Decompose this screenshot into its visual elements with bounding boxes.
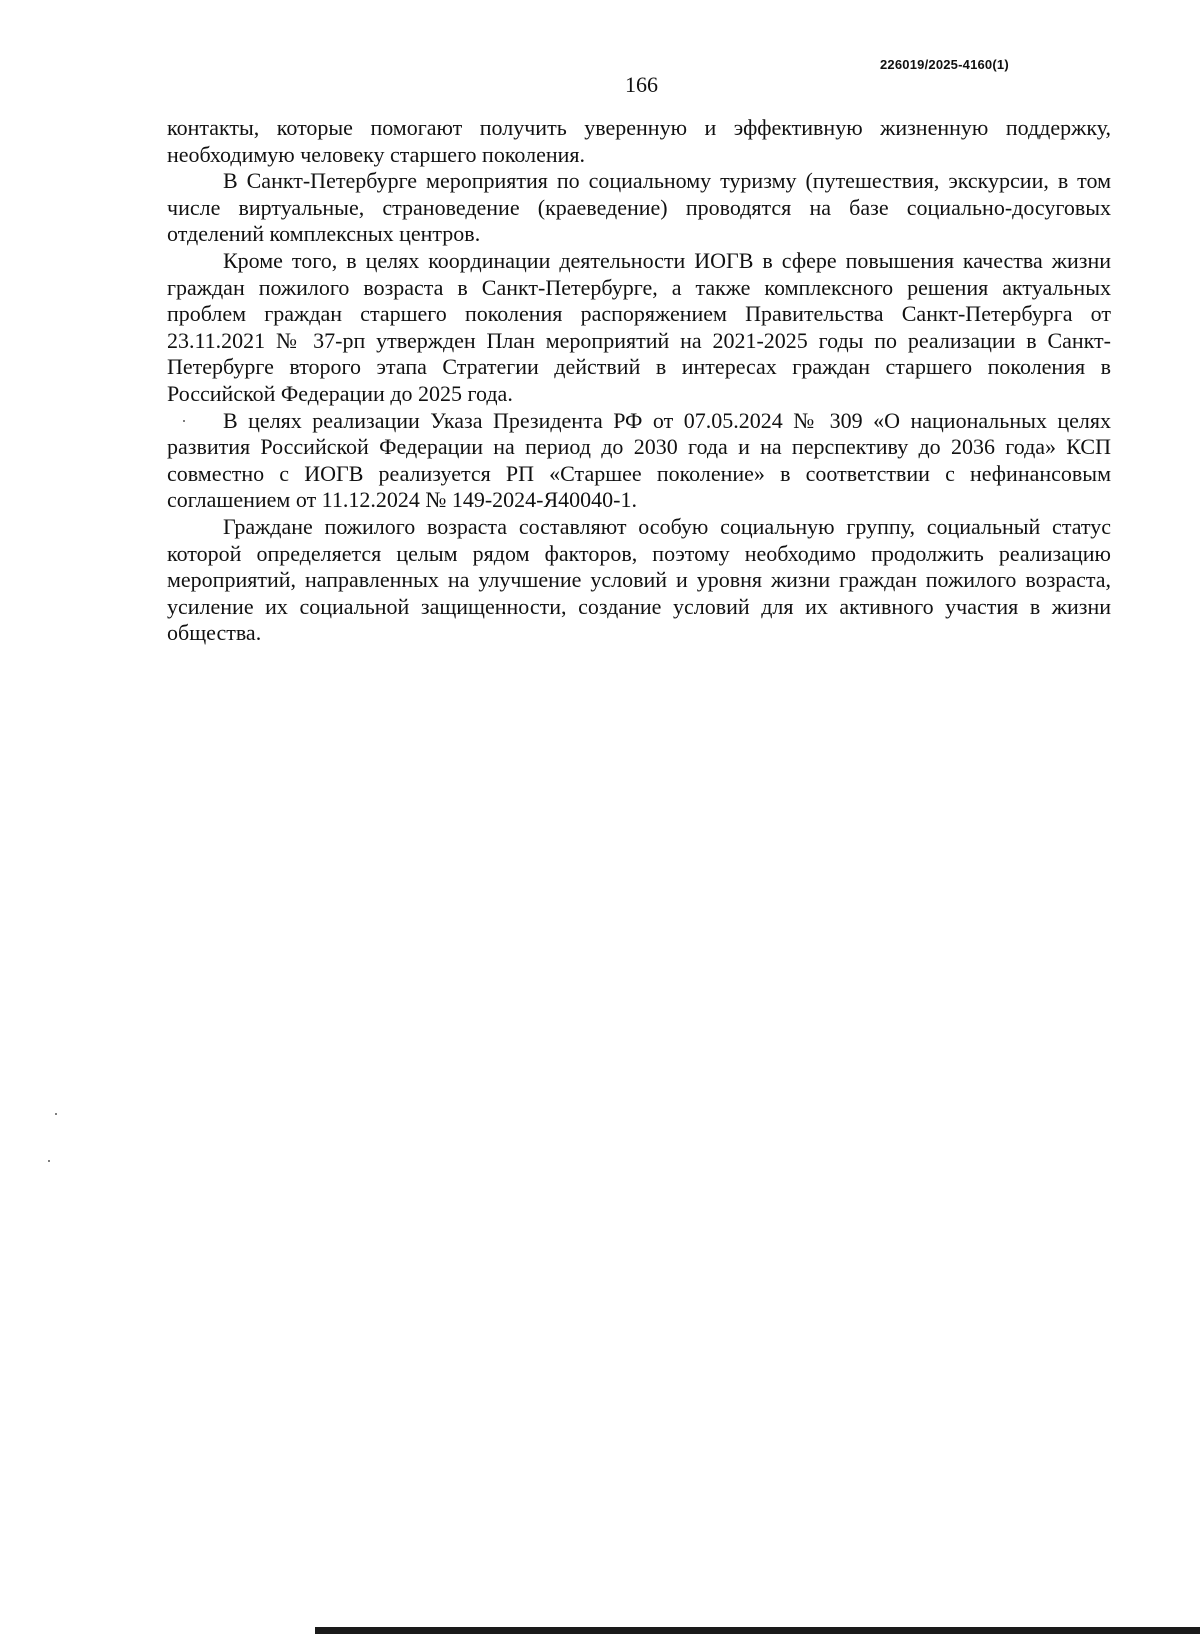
scan-artifact (55, 1113, 57, 1115)
paragraph-action-plan: Кроме того, в целях координации деятельности ИОГВ в сфере повышения качества жизни граждан пожилого возраста в Санкт-Петербурге, а также комплексного решения актуальных проблем граждан старшего поколения распоряжением Правительства Санкт-Петербурга от 23.11.2021 № 37-рп утвержден План мероприятий на 2021-2025 годы по реализации в Санкт-Петербурге второго этапа Стратегии действий в интересах граждан старшего поколения в Российской Федерации до 2025 года. (167, 247, 1111, 406)
paragraph-presidential-decree: В целях реализации Указа Президента РФ от 07.05.2024 № 309 «О национальных целях развития Российской Федерации на период до 2030 года и на перспективу до 2036 года» КСП совместно с ИОГВ реализуется РП «Старшее поколение» в соответствии с нефинансовым соглашением от 11.12.2024 № 149-2024-Я40040-1. (167, 407, 1111, 513)
paragraph-continuation: контакты, которые помогают получить уверенную и эффективную жизненную поддержку, необходимую человеку старшего поколения. (167, 115, 1111, 167)
scan-artifact (48, 1160, 50, 1162)
paragraph-conclusion: Граждане пожилого возраста составляют особую социальную группу, социальный статус которой определяется целым рядом факторов, поэтому необходимо продолжить реализацию мероприятий, направленных на улучшение условий и уровня жизни граждан пожилого возраста, усиление их социальной защищенности, создание условий для их активного участия в жизни общества. (167, 513, 1111, 646)
document-id: 226019/2025-4160(1) (880, 57, 1009, 72)
page-number: 166 (625, 72, 658, 97)
scan-artifact (183, 420, 185, 422)
paragraph-social-tourism: В Санкт-Петербурге мероприятия по социальному туризму (путешествия, экскурсии, в том числе виртуальные, страноведение (краеведение) проводятся на базе социально-досуговых отделений комплексных центров. (167, 168, 1111, 247)
scan-border-line (315, 1627, 1200, 1634)
document-body (167, 115, 1111, 647)
